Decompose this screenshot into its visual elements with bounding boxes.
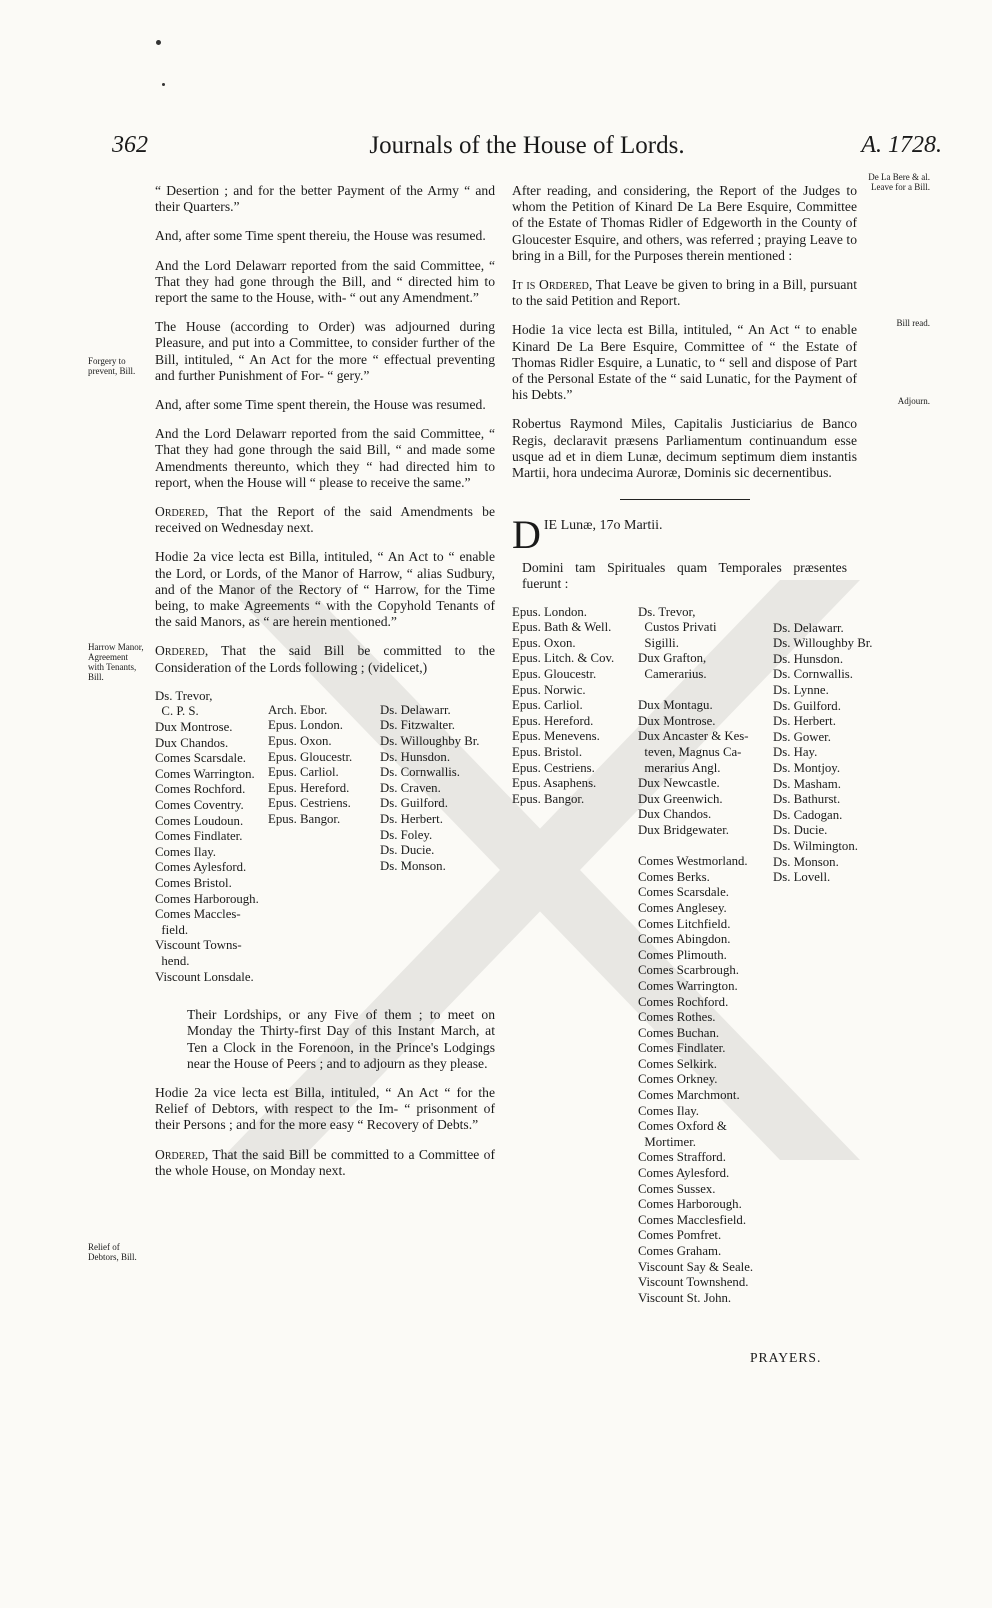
lord-entry: Comes Harborough. xyxy=(638,1197,742,1212)
paragraph: After reading, and considering, the Report of the Judges to whom the Petition of Kinard De La Bere Esquire, Committee of the Estate of Thomas Ridler of Edgeworth in the County of Gloucester Esquire, and others, was referred ; praying Leave to bring in a Bill, for the Purposes therein mentioned : xyxy=(512,183,857,263)
lord-entry: Comes Orkney. xyxy=(638,1072,718,1087)
paragraph xyxy=(512,277,857,309)
lord-entry: Ds. Hay. xyxy=(773,745,818,760)
lord-entry: Comes Abingdon. xyxy=(638,932,731,947)
lord-entry: Ds. Fitzwalter. xyxy=(380,718,455,733)
lords-present-heading: Domini tam Spirituales quam Temporales præsentes fuerunt : xyxy=(522,560,847,592)
paragraph: And the Lord Delawarr reported from the said Committee, “ That they had gone through the said Bill, “ and made some Amendments thereunto, which they “ had directed him to report, when the House will “ please to receive the same.” xyxy=(155,426,495,490)
lord-entry: Viscount Towns- xyxy=(155,938,242,953)
lord-entry: Ds. Cadogan. xyxy=(773,807,843,822)
lord-entry: Comes Warrington. xyxy=(155,766,255,781)
lord-entry: Dux Grafton, xyxy=(638,651,707,666)
ordered-label: It is Ordered, xyxy=(512,277,593,293)
lord-entry: Epus. Hereford. xyxy=(268,780,350,795)
lord-entry: Dux Chandos. xyxy=(155,735,229,750)
lord-entry: Comes Scarsdale. xyxy=(638,885,729,900)
ordered-label: Ordered, xyxy=(155,504,209,520)
lord-entry: Epus. Carliol. xyxy=(512,698,583,713)
lord-entry: Epus. Gloucestr. xyxy=(512,667,597,682)
lord-entry: Epus. London. xyxy=(512,604,588,619)
lord-entry: Comes Ilay. xyxy=(155,844,217,859)
lord-entry: Ds. Craven. xyxy=(380,780,441,795)
lord-entry: Comes Coventry. xyxy=(155,798,244,813)
lord-entry: Comes Graham. xyxy=(638,1244,722,1258)
lord-entry: teven, Magnus Ca- xyxy=(638,745,742,759)
lord-entry: Ds. Gower. xyxy=(773,729,831,744)
lord-entry: Ds. Guilford. xyxy=(773,698,841,713)
lord-entry: Epus. Bristol. xyxy=(512,745,583,759)
lord-entry: Epus. Norwic. xyxy=(512,682,586,697)
lord-entry: Comes Aylesford. xyxy=(155,860,247,875)
paragraph: And the Lord Delawarr reported from the said Committee, “ That they had gone through the Bill, and “ directed him to report the same to the House, with- “ out any Amendment.” xyxy=(155,257,495,306)
lord-entry: Dux Newcastle. xyxy=(638,776,720,791)
lord-entry: Comes Macclesfield. xyxy=(638,1212,747,1227)
lord-entry: Comes Westmorland. xyxy=(638,854,748,869)
lord-entry: Ds. Hunsdon. xyxy=(380,749,451,764)
lord-entry: Comes Berks. xyxy=(638,869,710,884)
paragraph-text: That Leave be given to bring in a Bill, pursuant to the said Petition and Report. xyxy=(512,277,858,309)
lord-entry: Ds. Lovell. xyxy=(773,870,831,885)
lord-entry: Ds. Willoughby Br. xyxy=(380,734,480,749)
lord-entry: Dux Bridgewater. xyxy=(638,822,729,837)
lord-entry xyxy=(638,839,773,855)
lord-entry: Comes Scarsdale. xyxy=(155,751,246,766)
paragraph: And, after some Time spent thereiu, the House was resumed. xyxy=(155,228,486,244)
lord-entry: Custos Privati xyxy=(638,620,717,635)
lord-entry: Viscount Lonsdale. xyxy=(155,969,254,984)
paragraph-text: That the Report of the said Amendments be received on Wednesday next. xyxy=(155,504,495,536)
lord-entry: Comes Strafford. xyxy=(638,1150,726,1165)
lord-entry: Comes Warrington. xyxy=(638,978,738,993)
paragraph xyxy=(155,643,495,675)
section-divider xyxy=(620,499,750,500)
lord-entry: Ds. Lynne. xyxy=(773,683,829,698)
lord-entry: Dux Chandos. xyxy=(638,807,712,822)
page-number: 362 xyxy=(112,132,148,158)
lord-entry: Comes Scarbrough. xyxy=(638,963,739,978)
lord-entry: hend. xyxy=(155,953,190,968)
lord-entry: Comes Rothes. xyxy=(638,1010,716,1025)
lords-list-temporal xyxy=(155,689,268,985)
lord-entry: Ds. Cornwallis. xyxy=(773,667,853,682)
lord-entry: Comes Rochford. xyxy=(638,994,729,1009)
lord-entry: Epus. Cestriens. xyxy=(268,796,351,811)
lord-entry: Ds. Delawarr. xyxy=(773,620,844,635)
lords-list-barons xyxy=(380,703,495,875)
lord-entry: Comes Litchfield. xyxy=(638,916,731,931)
lord-entry xyxy=(638,683,773,699)
lord-entry: Epus. Oxon. xyxy=(268,734,332,749)
ink-dot xyxy=(162,83,165,86)
ordered-label: Ordered, xyxy=(155,643,209,659)
page-title: Journals of the House of Lords. xyxy=(369,132,685,159)
lord-entry: Ds. Bathurst. xyxy=(773,792,841,807)
lord-entry: Ds. Willoughby Br. xyxy=(773,636,873,651)
paragraph: The House (according to Order) was adjourned during Pleasure, and put into a Committee, to consider further of the Bill, intituled, “ An Act for the more “ effectual preventing and further Punishment of For- “ gery.” xyxy=(155,319,495,383)
lord-entry: Comes Loudoun. xyxy=(155,813,244,828)
lord-entry: Epus. Bangor. xyxy=(268,812,341,827)
sitting-heading xyxy=(512,512,857,558)
page-header xyxy=(112,132,942,172)
lord-entry: Viscount Townshend. xyxy=(638,1275,749,1290)
lord-entry: Dux Montrose. xyxy=(638,713,716,728)
paragraph: Robertus Raymond Miles, Capitalis Justiciarius de Banco Regis, declaravit præsens Parliamentum continuandum esse usque ad et in diem Lunæ, decimum septimum diem instantis Martii, hora undecima Auroræ, Dominis sic decernentibus. xyxy=(512,416,857,481)
lord-entry: Comes Bristol. xyxy=(155,876,232,890)
lords-list-barons xyxy=(773,621,873,886)
lord-entry: Mortimer. xyxy=(638,1134,696,1149)
committee-lists xyxy=(155,689,495,985)
paragraph: Hodie 1a vice lecta est Billa, intituled, “ An Act “ to enable Kinard De La Bere Esquire, Committee of “ the Estate of Thomas Ridler Esquire, a Lunatic, to “ sell and dispose of Part of the Personal Estate of the “ said Lunatic, for the Payment of his Debts.” xyxy=(512,322,857,403)
drop-cap: D xyxy=(512,512,541,558)
lord-entry: Ds. Herbert. xyxy=(773,714,836,729)
lord-entry: Dux Greenwich. xyxy=(638,791,723,806)
lords-list-bishops xyxy=(512,605,638,808)
lord-entry: Viscount Say & Seale. xyxy=(638,1259,754,1274)
lord-entry: Ds. Ducie. xyxy=(380,843,435,858)
lord-entry: Ds. Wilmington. xyxy=(773,838,858,853)
lord-entry: Epus. Bath & Well. xyxy=(512,620,612,635)
lord-entry: Ds. Cornwallis. xyxy=(380,765,460,780)
lord-entry: Viscount St. John. xyxy=(638,1290,732,1305)
lords-present-lists xyxy=(512,604,873,1307)
lord-entry: Ds. Hunsdon. xyxy=(773,651,844,666)
lord-entry: Comes Maccles- xyxy=(155,907,241,922)
lord-entry: Ds. Masham. xyxy=(773,776,841,791)
sitting-date: IE Lunæ, 17o Martii. xyxy=(543,518,663,534)
lord-entry: merarius Angl. xyxy=(638,760,721,775)
lord-entry: Dux Ancaster & Kes- xyxy=(638,729,749,744)
lords-list-spiritual xyxy=(268,703,380,828)
right-column xyxy=(512,183,873,1306)
paragraph xyxy=(155,1147,495,1179)
lord-entry: Comes Anglesey. xyxy=(638,900,727,915)
lord-entry: Ds. Trevor, xyxy=(638,604,696,619)
lord-entry: Epus. London. xyxy=(268,718,344,733)
lord-entry: C. P. S. xyxy=(155,704,199,719)
paragraph: Their Lordships, or any Five of them ; to meet on Monday the Thirty-first Day of this Instant March, at Ten a Clock in the Forenoon, in the Prince's Lodgings near the House of Peers ; and to adjourn as they please. xyxy=(187,1007,495,1071)
lord-entry: field. xyxy=(155,922,189,937)
lord-entry: Comes Rochford. xyxy=(155,782,246,797)
lord-entry: Comes Oxford & xyxy=(638,1119,727,1134)
margin-note: Bill read. xyxy=(896,318,930,328)
lord-entry: Comes Sussex. xyxy=(638,1181,716,1196)
lord-entry: Comes Harborough. xyxy=(155,891,259,906)
paragraph-text: That the said Bill be committed to a Committee of the whole House, on Monday next. xyxy=(155,1146,495,1178)
left-column xyxy=(155,183,495,1192)
paragraph-text: That the said Bill be committed to the Consideration of the Lords following ; (videlicet,) xyxy=(155,643,495,675)
lord-entry: Epus. Carliol. xyxy=(268,765,339,780)
margin-note: De La Bere & al. Leave for a Bill. xyxy=(868,172,930,192)
lords-list-dukes-earls xyxy=(638,605,773,1307)
lord-entry: Epus. Cestriens. xyxy=(512,760,595,775)
lord-entry: Ds. Monson. xyxy=(380,858,446,873)
lord-entry: Camerarius. xyxy=(638,667,707,682)
lord-entry: Comes Plimouth. xyxy=(638,947,727,962)
lord-entry: Dux Montrose. xyxy=(155,720,233,735)
paragraph: Hodie 2a vice lecta est Billa, intituled, “ An Act “ for the Relief of Debtors, with respect to the Im- “ prisonment of their Persons ; and for the more easy “ Recovery of Debts.” xyxy=(155,1084,495,1133)
lord-entry: Comes Marchmont. xyxy=(638,1088,740,1103)
margin-note: Relief of Debtors, Bill. xyxy=(88,1242,137,1262)
paragraph xyxy=(155,504,495,536)
lord-entry: Comes Buchan. xyxy=(638,1025,720,1040)
ink-dot xyxy=(156,40,161,45)
lord-entry: Epus. Litch. & Cov. xyxy=(512,651,615,666)
lord-entry: Epus. Menevens. xyxy=(512,729,600,744)
margin-note: Forgery to prevent, Bill. xyxy=(88,356,136,376)
ordered-label: Ordered, xyxy=(155,1146,209,1162)
lord-entry: Comes Ilay. xyxy=(638,1103,700,1118)
lord-entry: Epus. Hereford. xyxy=(512,713,594,728)
lord-entry: Comes Findlater. xyxy=(638,1041,726,1056)
lord-entry: Comes Findlater. xyxy=(155,829,243,844)
lord-entry: Ds. Guilford. xyxy=(380,796,448,811)
paragraph: And, after some Time spent therein, the House was resumed. xyxy=(155,397,486,413)
lord-entry: Epus. Gloucestr. xyxy=(268,749,353,764)
lord-entry: Ds. Trevor, xyxy=(155,688,213,703)
page-year: A. 1728. xyxy=(861,132,942,158)
catchword: PRAYERS. xyxy=(750,1350,822,1365)
lord-entry: Ds. Foley. xyxy=(380,827,433,842)
lord-entry: Epus. Oxon. xyxy=(512,635,576,650)
lord-entry: Arch. Ebor. xyxy=(268,702,328,717)
lord-entry: Ds. Herbert. xyxy=(380,812,443,827)
lord-entry: Dux Montagu. xyxy=(638,698,713,713)
paragraph: Hodie 2a vice lecta est Billa, intituled, “ An Act to “ enable the Lord, or Lords, of the Manor of Harrow, “ alias Sudbury, and of the Manor of the Rectory of “ Harrow, for the Time being, to make Agreements “ with the Copyhold Tenants of the said Manors, as “ are herein mentioned.” xyxy=(155,549,495,630)
lord-entry: Ds. Ducie. xyxy=(773,823,828,838)
lord-entry: Epus. Asaphens. xyxy=(512,776,597,791)
paragraph: “ Desertion ; and for the better Payment of the Army “ and their Quarters.” xyxy=(155,183,495,215)
margin-note: Harrow Manor, Agreement with Tenants, Bill. xyxy=(88,642,144,682)
lord-entry: Ds. Montjoy. xyxy=(773,761,841,775)
lord-entry: Comes Aylesford. xyxy=(638,1166,730,1181)
lord-entry: Sigilli. xyxy=(638,635,679,650)
lord-entry: Ds. Delawarr. xyxy=(380,702,451,717)
lord-entry: Ds. Monson. xyxy=(773,854,839,869)
margin-note: Adjourn. xyxy=(897,396,930,406)
lord-entry: Epus. Bangor. xyxy=(512,791,585,806)
lord-entry: Comes Selkirk. xyxy=(638,1056,717,1071)
lord-entry: Comes Pomfret. xyxy=(638,1228,722,1243)
